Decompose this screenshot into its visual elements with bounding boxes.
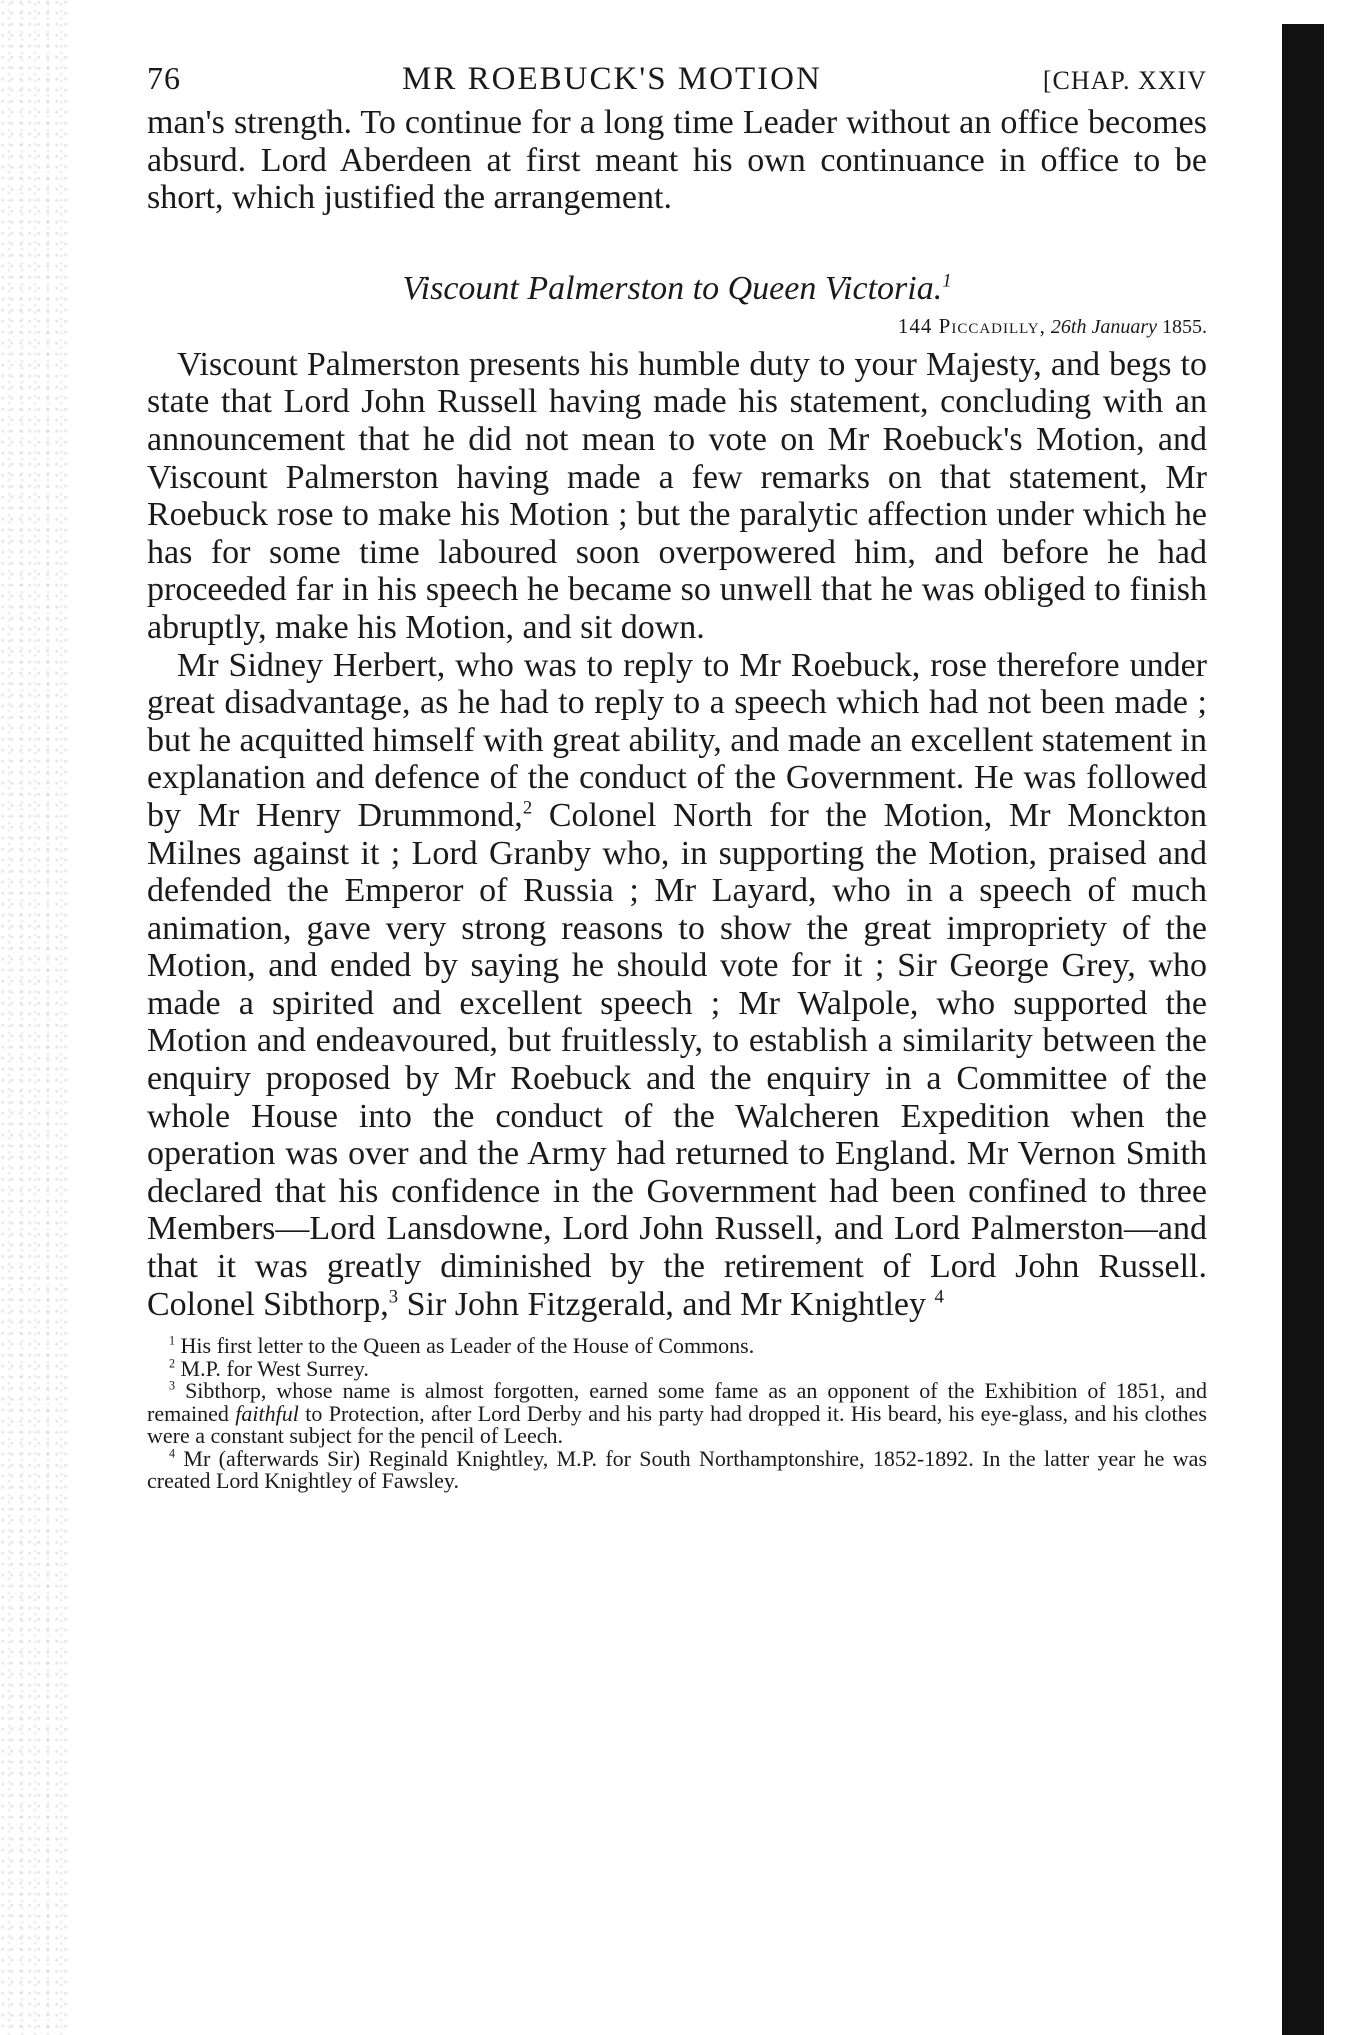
footnote-1-number: 1 xyxy=(169,1333,176,1348)
footnote-3-text-b: to Protection, after Lord Derby and his party had dropped it. His beard, his eye-glass, and his clothes were a constant subject for the pencil of Leech. xyxy=(147,1400,1207,1449)
dateline-place: 144 Piccadilly, xyxy=(897,313,1046,338)
footnote-4-number: 4 xyxy=(169,1446,176,1461)
paragraph-2-part-a: Mr Sidney Herbert, who was to reply to Mr Roebuck, rose therefore under great disadvantage, as he had to reply to a speech which had not been made ; but he acquitted himself with great ability, and made an excellent statement in explanation and defence of the conduct of the Government. He was followed by Mr Henry Drummond, xyxy=(147,646,1207,834)
letter-heading xyxy=(147,269,1207,309)
footnote-4-text: Mr (afterwards Sir) Reginald Knightley, M.P. for South Northamptonshire, 1852-1892. In the latter year he was created Lord Knightley of Fawsley. xyxy=(147,1445,1208,1494)
footnote-ref-3: 3 xyxy=(388,1286,399,1308)
running-head xyxy=(147,60,1207,104)
book-page xyxy=(147,60,1207,1493)
footnote-2-text: M.P. for West Surrey. xyxy=(180,1355,369,1381)
footnote-2 xyxy=(147,1355,1207,1381)
letter-paragraph-1: Viscount Palmerston presents his humble duty to your Majesty, and begs to state that Lord John Russell having made his statement, concluding with an announcement that he did not mean to vote on Mr Roebuck's Motion, and Viscount Palmerston having made a few remarks on that statement, Mr Roebuck rose to make his Motion ; but the paralytic affection under which he has for some time laboured soon overpowered him, and before he had proceeded far in his speech he became so unwell that he was obliged to finish abruptly, make his Motion, and sit down. xyxy=(147,345,1207,646)
dateline-date: 26th January xyxy=(1050,315,1157,338)
footnote-2-number: 2 xyxy=(169,1356,176,1371)
scan-binding-shadow xyxy=(1282,24,1324,2035)
footnote-3-text-a: Sibthorp, whose name is almost forgotten, earned some fame as an opponent of the Exhibition of 1851, and remained xyxy=(147,1378,1208,1426)
letter-dateline xyxy=(147,309,1207,344)
main-text xyxy=(147,104,1207,1323)
paragraph-2-part-c: Sir John Fitzgerald, and Mr Knightley xyxy=(398,1285,927,1323)
footnote-3-text-italic: faithful xyxy=(235,1400,299,1426)
dateline-year: 1855. xyxy=(1162,315,1207,338)
footnote-1-text: His first letter to the Queen as Leader of the House of Commons. xyxy=(180,1333,755,1359)
footnote-ref-4: 4 xyxy=(934,1286,944,1308)
footnote-ref-1: 1 xyxy=(942,270,952,292)
scan-edge-speckle xyxy=(0,0,70,2035)
running-title: MR ROEBUCK'S MOTION xyxy=(402,61,822,97)
letter-heading-text: Viscount Palmerston to Queen Victoria. xyxy=(402,269,943,307)
chapter-label: [CHAP. XXIV xyxy=(1042,66,1207,95)
footnote-3-number: 3 xyxy=(169,1378,176,1393)
footnote-4 xyxy=(147,1445,1208,1494)
paragraph-2-part-b: Colonel North for the Motion, Mr Monckton Milnes against it ; Lord Granby who, in supporting the Motion, praised and defended the Emperor of Russia ; Mr Layard, who in a speech of much animation, gave very strong reasons to show the great impropriety of the Motion, and ended by saying he should vote for it ; Sir George Grey, who made a spirited and excellent speech ; Mr Walpole, who supported the Motion and endeavoured, but fruitlessly, to establish a similarity between the enquiry proposed by Mr Roebuck and the enquiry in a Committee of the whole House into the conduct of the Walcheren Expedition when the operation was over and the Army had returned to England. Mr Vernon Smith declared that his confidence in the Government had been confined to three Members—Lord Lansdowne, Lord John Russell, and Lord Palmerston—and that it was greatly diminished by the retirement of Lord John Russell. Colonel Sibthorp, xyxy=(147,796,1207,1323)
footnote-1 xyxy=(147,1335,1207,1358)
footnote-ref-2: 2 xyxy=(522,797,533,819)
page-number: 76 xyxy=(147,60,181,96)
footnote-3 xyxy=(147,1380,1207,1448)
opening-paragraph: man's strength. To continue for a long time Leader without an office becomes absurd. Lord Aberdeen at first meant his own continuance in office to be short, which justified the arrangement. xyxy=(147,104,1207,217)
footnotes xyxy=(147,1335,1207,1493)
letter-paragraph-2 xyxy=(147,647,1207,1324)
